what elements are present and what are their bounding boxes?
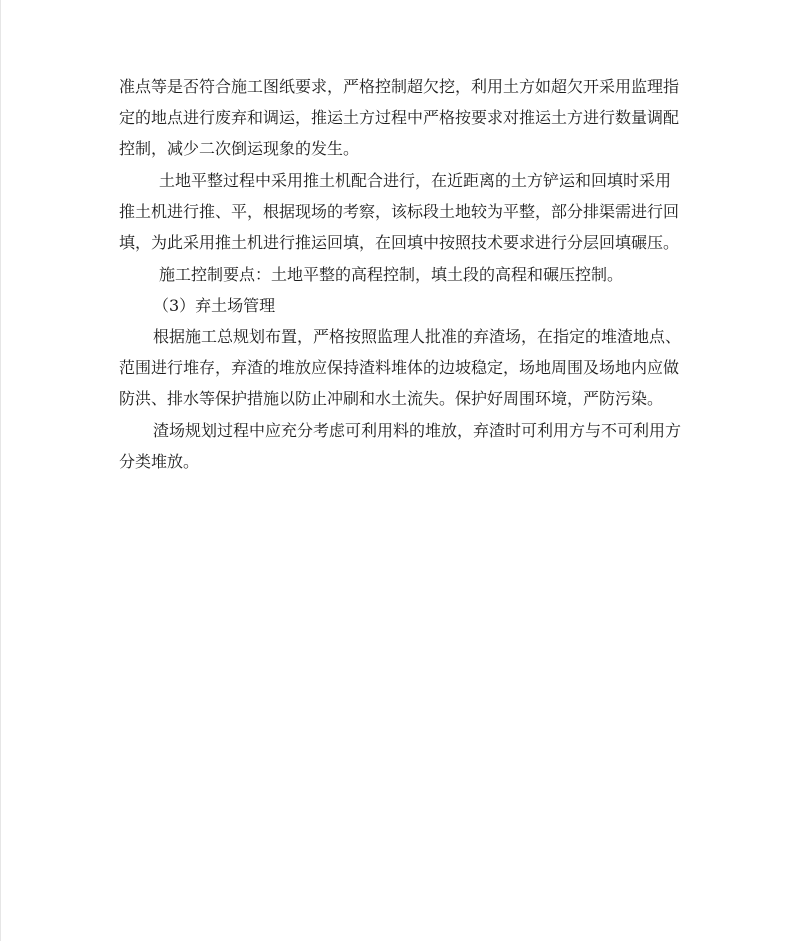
- paragraph-2-line-3: 填，为此采用推土机进行推运回填，在回填中按照技术要求进行分层回填碾压。: [119, 233, 680, 252]
- paragraph-3-line-1: 施工控制要点：土地平整的高程控制，填土段的高程和碾压控制。: [159, 265, 624, 284]
- paragraph-5-line-1: 渣场规划过程中应充分考虑可利用料的堆放，弃渣时可利用方与不可利用方: [153, 421, 682, 440]
- paragraph-4-line-3: 防洪、排水等保护措施以防止冲刷和水土流失。保护好周围环境，严防污染。: [119, 389, 664, 408]
- paragraph-1-line-3: 控制，减少二次倒运现象的发生。: [119, 139, 360, 158]
- paragraph-4-line-2: 范围进行堆存，弃渣的堆放应保持渣料堆体的边坡稳定，场地周围及场地内应做: [119, 358, 680, 377]
- paragraph-2-line-2: 推土机进行推、平，根据现场的考察，该标段土地较为平整，部分排渠需进行回: [119, 202, 680, 221]
- paragraph-1-line-2: 定的地点进行废弃和调运，推运土方过程中严格按要求对推运土方进行数量调配: [119, 108, 680, 127]
- section-heading: （3）弃土场管理: [153, 296, 276, 315]
- paragraph-2-line-1: 土地平整过程中采用推土机配合进行，在近距离的土方铲运和回填时采用: [159, 171, 672, 190]
- paragraph-1-line-1: 准点等是否符合施工图纸要求，严格控制超欠挖，利用土方如超欠开采用监理指: [119, 77, 680, 96]
- paragraph-5-line-2: 分类堆放。: [119, 452, 200, 471]
- paragraph-4-line-1: 根据施工总规划布置，严格按照监理人批准的弃渣场，在指定的堆渣地点、: [153, 327, 682, 346]
